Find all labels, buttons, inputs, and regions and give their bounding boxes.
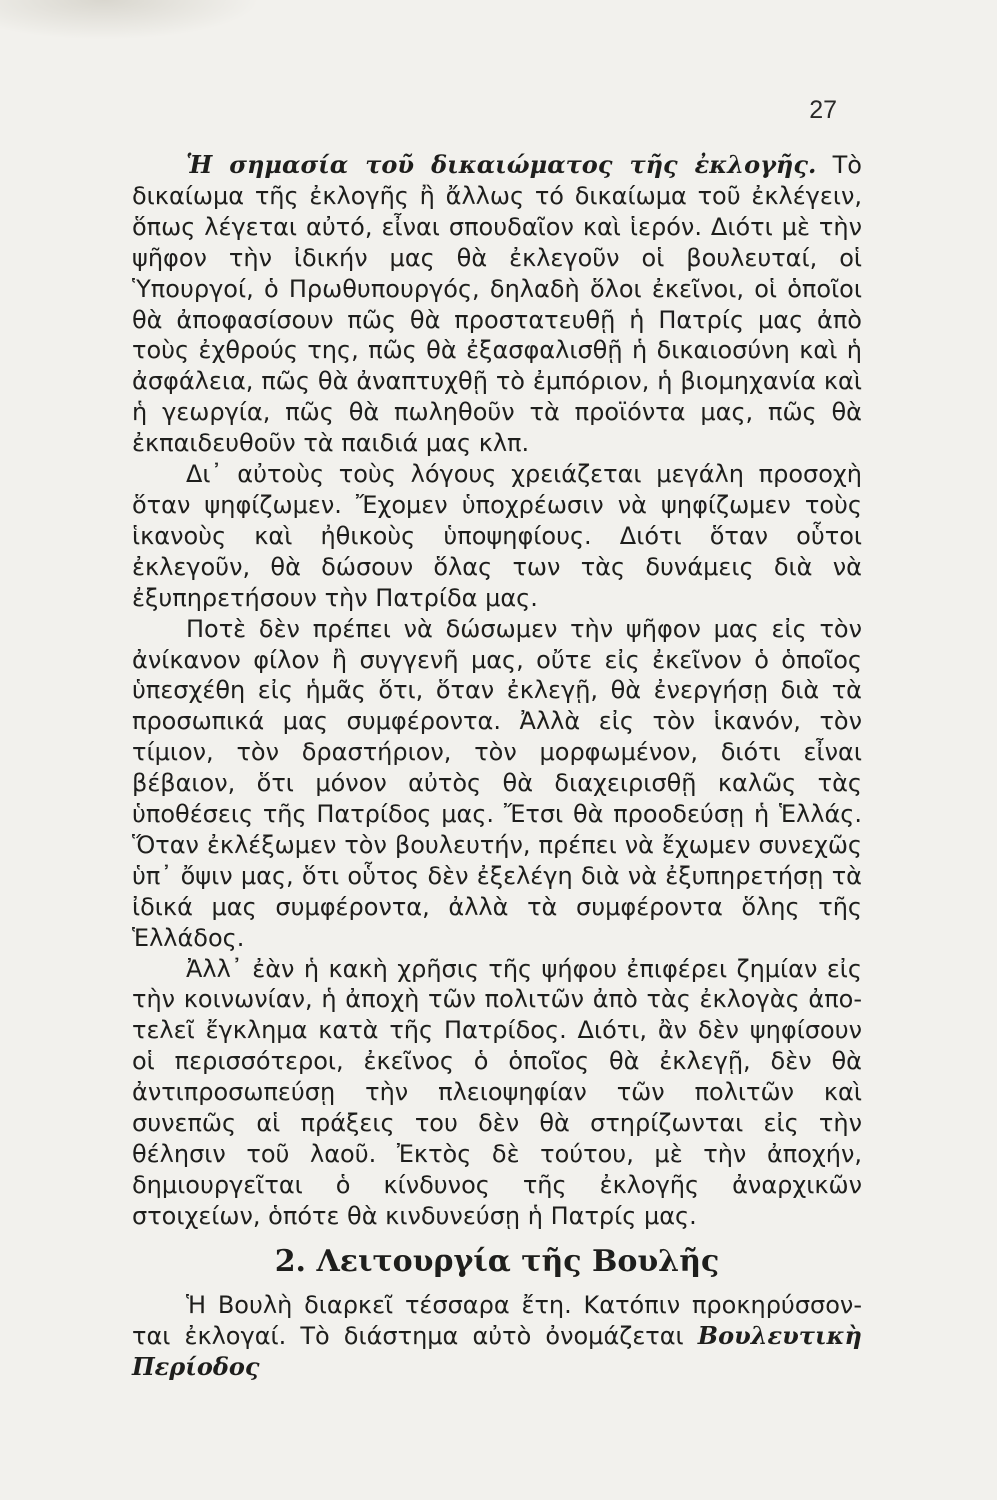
paragraph-lead-title: Ἡ σημασία τοῦ δικαιώματος τῆς ἐκλογῆς. [186,150,817,179]
page-stain [0,0,260,40]
paragraph-body: Τὸ δικαίωμα τῆς ἐκλογῆς ἢ ἄλλως τό δικαίωμα τοῦ ἐκλέγειν, ὅπως λέγεται αὐτό, εἶναι σπουδαῖον καὶ ἱερόν. Διότι μὲ τὴν ψῆφον τὴν ἰδικήν μας θὰ ἐκλεγοῦν οἱ βουλευταί, οἱ Ὑπουργοί, ὁ Πρωθυπουργός, δηλαδὴ ὅλοι ἐκεῖνοι, οἱ ὁποῖοι θὰ ἀποφασίσουν πῶς θὰ προστατευθῇ ἡ Πατρίς μας ἀπὸ τοὺς ἐχθρούς της, πῶς θὰ ἐξασφαλισθῇ ἡ δικαιοσύνη καὶ ἡ ἀσφάλεια, πῶς θὰ ἀναπτυχθῇ τὸ ἐμπόριον, ἡ βιομηχανία καὶ ἡ γεωργία, πῶς θὰ πωληθοῦν τὰ προϊόντα μας, πῶς θὰ ἐκπαιδευθοῦν τὰ παιδιά μας κλπ. [132,151,862,458]
page-number: 27 [809,96,837,124]
paragraph-careful-voting: Δι᾽ αὐτοὺς τοὺς λόγους χρειάζεται μεγάλη προσοχὴ ὅταν ψηφίζωμεν. Ἔχομεν ὑποχρέωσιν νὰ ψηφίζωμεν τοὺς ἱκανοὺς καὶ ἠθικοὺς ὑποψηφίους. Διότι ὅταν οὗτοι ἐκλεγοῦν, θὰ δώσουν ὅλας των τὰς δυνάμεις διὰ νὰ ἐξυπηρετήσουν τὴν Πατρίδα μας. [132,460,862,612]
paragraph-right-to-vote [132,150,862,459]
text-column [132,150,862,1382]
section-heading: 2. Λειτουργία τῆς Βουλῆς [274,1243,720,1279]
paragraph-abstention: Ἀλλ᾽ ἐὰν ἡ κακὴ χρῆσις τῆς ψήφου ἐπιφέρει ζημίαν εἰς τὴν κοινωνίαν, ἡ ἀποχὴ τῶν πολιτῶν ἀπὸ τὰς ἐκλογὰς ἀποτελεῖ ἔγκλημα κατὰ τῆς Πατρίδος. Διότι, ἂν δὲν ψηφίσουν οἱ περισσότεροι, ἐκεῖνος ὁ ὁποῖος θὰ ἐκλεγῇ, δὲν θὰ ἀντιπροσωπεύσῃ τὴν πλειοψηφίαν τῶν πολιτῶν καὶ συνεπῶς αἱ πράξεις του δὲν θὰ στηρίζωνται εἰς τὴν θέλησιν τοῦ λαοῦ. Ἐκτὸς δὲ τούτου, μὲ τὴν ἀποχήν, δημιουργεῖται ὁ κίνδυνος τῆς ἐκλογῆς ἀναρχικῶν στοιχείων, ὁπότε θὰ κινδυνεύσῃ ἡ Πατρίς μας. [132,954,862,1230]
paragraph-parliament-term [132,1290,862,1383]
paragraph-capable-candidates: Ποτὲ δὲν πρέπει νὰ δώσωμεν τὴν ψῆφον μας εἰς τὸν ἀνίκανον φίλον ἢ συγγενῆ μας, οὔτε εἰς ἐκεῖνον ὁ ὁποῖος ὑπεσχέθη εἰς ἡμᾶς ὅτι, ὅταν ἐκλεγῇ, θὰ ἐνεργήσῃ διὰ τὰ προσωπικά μας συμφέροντα. Ἀλλὰ εἰς τὸν ἱκανόν, τὸν τίμιον, τὸν δραστήριον, τὸν μορφωμένον, διότι εἶναι βέβαιον, ὅτι μόνον αὐτὸς θὰ διαχειρισθῇ καλῶς τὰς ὑποθέσεις τῆς Πατρίδος μας. Ἔτσι θὰ προοδεύσῃ ἡ Ἑλλάς. Ὅταν ἐκλέξωμεν τὸν βουλευτήν, πρέπει νὰ ἔχωμεν συνεχῶς ὑπ᾽ ὄψιν μας, ὅτι οὗτος δὲν ἐξελέγη διὰ νὰ ἐξυπηρετήσῃ τὰ ἰδικά μας συμφέροντα, ἀλλὰ τὰ συμφέροντα ὅλης τῆς Ἑλλάδος. [132,614,862,952]
paragraph-body: Ἡ Βουλὴ διαρκεῖ τέσσαρα ἔτη. Κατόπιν προκηρύσσονται ἐκλογαί. Τὸ διάστημα αὐτὸ ὀνομάζεται [132,1290,862,1350]
emphasized-term: Βουλευτικὴ Περίοδος [132,1320,862,1381]
